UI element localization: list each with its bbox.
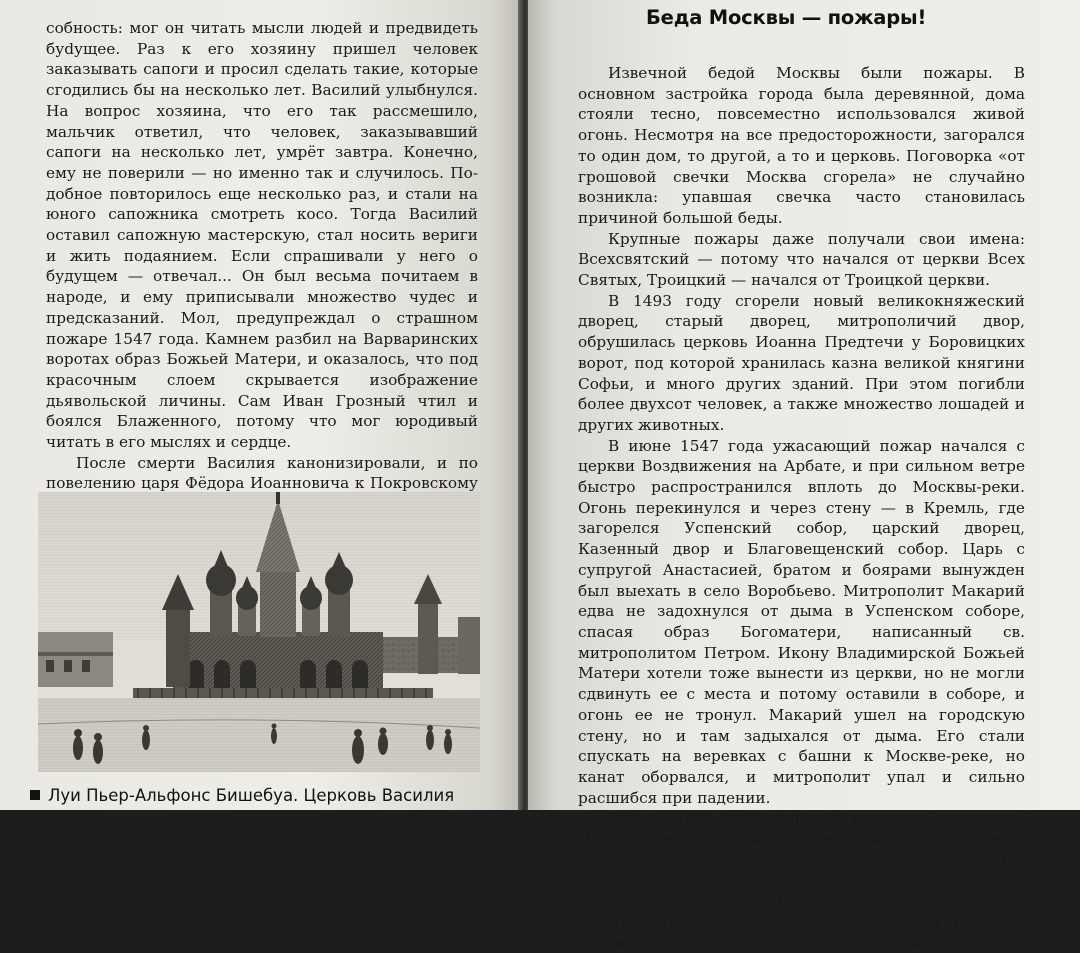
caption-text: Луи Пьер-Альфонс Бишебуа. Церковь Василия [48,786,455,805]
illustration-caption [30,786,490,805]
engraving-st-basils-cathedral-icon [38,492,480,772]
caption-bullet-icon [30,790,40,800]
paragraph: Пожар этот спровоцировал народное восстание. Начало ему положили сплетники, обвинившие в поджоге бабку царя — Анну Глинскую. Мол, старушка у мертвецов вырывала сердца, настаивала на них воду и той водой кропила город. От этого и начались пожары. Полный идиотизм — но народ поверил. Множество людей собралось на Соборной площади [578,809,1025,952]
paragraph: После смерти Василия канонизировали, и по повелению царя Фёдора Иоанновича к Покровскому [46,453,478,493]
right-page [528,0,1080,952]
paragraph: Крупные пожары даже получали свои имена: Всехсвятский — потому что начался от церкви Всех Святых, Троицкий — начался от Троицкой церкви. [578,229,1025,290]
right-page-text [578,63,1025,953]
paragraph: Извечной бедой Москвы были пожары. В основном застройка города была деревянной, дома стояли тесно, повсеместно использовался живой огонь. Несмотря на все предосторожности, загорался то один дом, то другой, а то и церковь. Поговорка «от грошовой свечки Москва сгорела» не случайно возникла: упавшая свечка часто становилась причиной большой беды. [578,64,1025,227]
paragraph: В июне 1547 года ужасающий пожар начался с церкви Воздвижения на Арбате, и при сильном ветре быстро распространился вплоть до Москвы-реки. Огонь перекинулся и через стену — в Кремль, где загорелся Успенский собор, царский дворец, Казенный двор и Благовещенский собор. Царь с супругой Анастасией, братом и боярами вынужден был выехать в село Воробьево. Митрополит Макарий едва не задохнулся от дыма в Успенском соборе, спасая образ Богоматери, написанный св. митрополитом Петром. Икону Владимирской Божьей Матери хотели тоже вынести из церкви, но не могли сдвинуть ее с места и потому оставили в соборе, и огонь ее не тронул. Макарий ушел на городскую стену, но и там задыхался от дыма. Его стали спускать на веревках с башни к Москве-реке, но канат оборвался, и митрополит упал и сильно расшибся при падении. [578,436,1025,807]
paragraph: В 1493 году сгорели новый великокняжеский дворец, старый дворец, митрополичий двор, обрушилась церковь Иоанна Предтечи у Боровицких ворот, под которой хранилась казна великой княгини Софьи, и много других зданий. При этом погибли более двухсот человек, а также множество лошадей и других животных. [578,291,1025,434]
paragraph: собность: мог он читать мысли людей и предвидеть буdущее. Раз к его хозяину пришел человек заказывать сапоги и просил сделать такие, которые сгодились бы на несколько лет. Василий улыбнулся. На вопрос хозяина, что его так рассмешило, мальчик ответил, что человек, заказывавший сапоги на несколько лет, умрёт завтра. Конечно, ему не поверили — но именно так и случилось. Подобное повторилось еще несколько раз, и стали на юного сапожника смотреть косо. Тогда Василий оставил сапожную мастерскую, стал носить вериги и жить подаянием. Если спрашивали у него о будущем — отвечал... Он был весьма почитаем в народе, и ему приписывали множество чудес и предсказаний. Мол, предупреждал о страшном пожаре 1547 года. Камнем разбил на Варваринских воротах образ Божьей Матери, и оказалось, что под красочным слоем скрывается изображение дьявольской личины. Сам Иван Грозный чтил и боялся Блаженного, потому что мог юродивый читать в его мыслях и сердце. [46,19,478,452]
left-page-text [46,18,478,556]
left-page [0,0,522,810]
section-heading: Беда Москвы — пожары! [646,6,927,29]
st-basils-cathedral-engraving [38,492,480,772]
